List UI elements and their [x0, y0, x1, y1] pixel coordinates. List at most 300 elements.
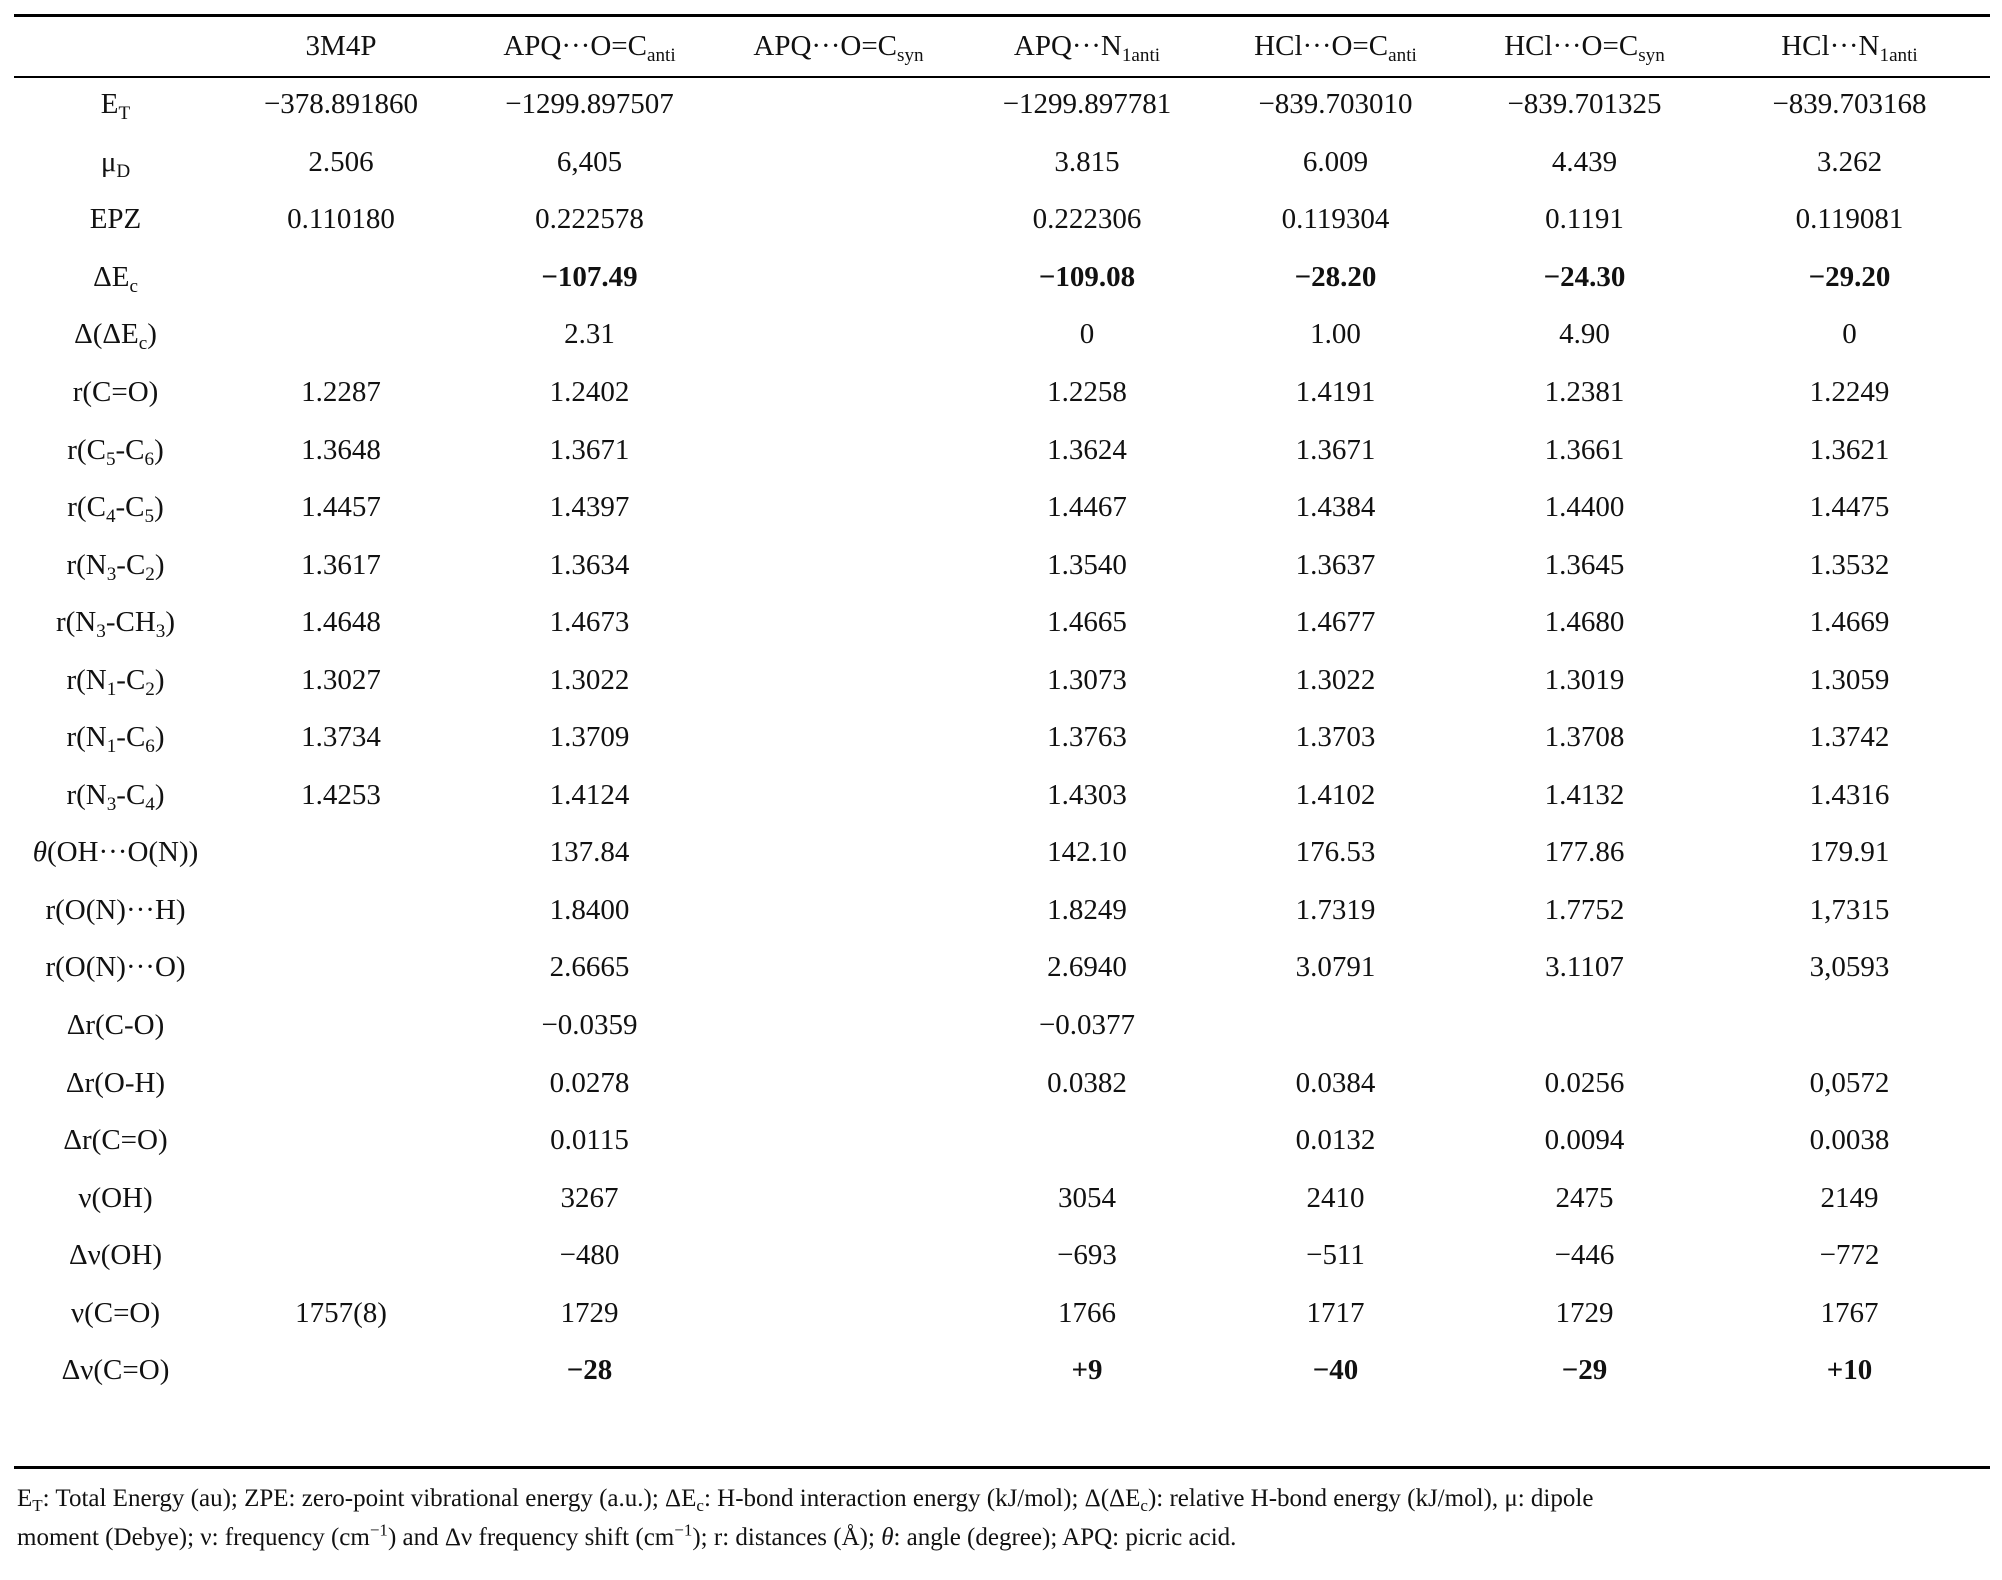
text-segment: ΔE — [93, 260, 130, 293]
text-segment: 6 — [145, 736, 155, 758]
footnote-line — [17, 1479, 1993, 1518]
column-header — [1460, 17, 1709, 76]
table-row — [14, 1054, 1990, 1112]
table-cell: 0.119081 — [1795, 203, 1904, 236]
table-row — [14, 1284, 1990, 1342]
table-cell: 1.3671 — [1295, 433, 1376, 466]
table-row — [14, 306, 1990, 364]
text-segment: r(N — [66, 721, 107, 754]
table-cell: 1.3532 — [1809, 548, 1890, 581]
table-cell: 0.119304 — [1281, 203, 1390, 236]
column-header-label: APQ···O=C — [503, 30, 647, 62]
table-cell: 1.4102 — [1295, 778, 1376, 811]
table-cell: 1.3059 — [1809, 663, 1890, 696]
column-header-subscript: syn — [897, 45, 924, 67]
text-segment: ) — [154, 778, 165, 811]
table-cell — [714, 1054, 963, 1112]
table-cell: 2149 — [1820, 1181, 1879, 1214]
row-label — [14, 1227, 217, 1285]
text-segment: 3 — [106, 793, 117, 815]
table-cell: 1766 — [1058, 1296, 1116, 1329]
table-cell: 0.222578 — [535, 203, 644, 236]
table-cell: 0.222306 — [1032, 203, 1142, 236]
table-cell: −839.701325 — [1507, 88, 1662, 121]
table-cell — [714, 1342, 963, 1400]
table-bottom-rule — [14, 1466, 1990, 1469]
table-cell: 1.4400 — [1544, 491, 1625, 524]
column-header-subscript: syn — [1638, 45, 1665, 67]
table-cell: 1.3073 — [1047, 663, 1127, 696]
text-segment: 4 — [145, 793, 155, 815]
table-cell: 1.7752 — [1544, 893, 1625, 926]
table-cell — [217, 882, 465, 940]
table-cell — [217, 1054, 465, 1112]
column-header — [714, 17, 963, 76]
column-header-label: 3M4P — [305, 30, 377, 62]
table-cell: 3,0593 — [1809, 951, 1890, 984]
table-cell: 4.90 — [1559, 318, 1610, 351]
table-cell: 1.2287 — [301, 376, 381, 408]
row-label — [14, 306, 217, 364]
table-row — [14, 1169, 1990, 1227]
table-row — [14, 249, 1990, 307]
text-segment: r(N — [66, 778, 107, 811]
table-cell: 3.262 — [1816, 145, 1883, 178]
table-row — [14, 882, 1990, 940]
table-cell: 1.3708 — [1544, 721, 1625, 754]
table-cell: −0.0377 — [1038, 1009, 1136, 1042]
text-segment: 6 — [144, 448, 155, 470]
table-cell — [714, 882, 963, 940]
row-label — [14, 536, 217, 594]
results-table — [14, 17, 1990, 1400]
table-cell: 2.31 — [564, 318, 615, 351]
text-segment: : H-bond interaction energy (kJ/mol); Δ(ΔE — [703, 1485, 1141, 1512]
table-cell: 1.3709 — [549, 721, 630, 754]
text-segment: r(C — [67, 433, 106, 466]
table-cell: 2.6940 — [1047, 951, 1127, 984]
text-segment: ) — [154, 433, 164, 466]
table-cell — [714, 306, 963, 364]
table-header — [14, 17, 1990, 76]
text-segment: 1 — [106, 736, 117, 758]
table-row — [14, 479, 1990, 537]
text-segment: E — [17, 1485, 33, 1512]
text-segment: θ — [32, 836, 47, 869]
table-cell — [714, 479, 963, 537]
text-segment: -CH — [105, 606, 156, 639]
text-segment: ) — [154, 663, 165, 696]
table-cell: 0 — [1079, 318, 1095, 351]
table-cell: 1.8400 — [549, 893, 630, 926]
table-cell — [714, 364, 963, 422]
row-label — [14, 421, 217, 479]
row-label — [14, 709, 217, 767]
table-cell — [714, 249, 963, 307]
table-cell: 1.4673 — [549, 606, 630, 639]
table-cell: −28.20 — [1294, 260, 1377, 293]
text-segment: ν(OH) — [78, 1181, 153, 1214]
text-segment: r(O(N)···H) — [45, 893, 186, 926]
row-label — [14, 767, 217, 825]
text-segment: μ — [100, 145, 117, 178]
row-label — [14, 594, 217, 652]
table-cell: 1.3019 — [1544, 663, 1625, 696]
table-cell: −24.30 — [1543, 260, 1626, 293]
row-label — [14, 651, 217, 709]
table-cell — [714, 824, 963, 882]
table-row — [14, 536, 1990, 594]
table-row — [14, 421, 1990, 479]
table-cell: 179.91 — [1809, 836, 1890, 869]
text-segment: Δν(OH) — [69, 1239, 162, 1272]
table-cell: 3.815 — [1054, 145, 1120, 178]
table-cell: −109.08 — [1038, 260, 1136, 293]
table-cell: 3.0791 — [1295, 951, 1376, 984]
table-cell: 1.2258 — [1047, 376, 1127, 408]
table-cell — [217, 249, 465, 307]
table-cell: 1.3022 — [549, 663, 630, 696]
table-cell: 1.3734 — [301, 721, 381, 754]
table-row — [14, 594, 1990, 652]
row-label — [14, 1054, 217, 1112]
table-cell — [217, 306, 465, 364]
table-cell: 137.84 — [549, 836, 630, 869]
table-cell: 1.2249 — [1809, 376, 1890, 408]
table-cell: +10 — [1826, 1354, 1873, 1387]
table-cell: 1.4669 — [1809, 606, 1890, 639]
table-cell — [714, 1284, 963, 1342]
table-cell: 0.0132 — [1295, 1124, 1376, 1157]
footnote-line — [17, 1518, 1993, 1557]
table-cell — [714, 709, 963, 767]
column-header — [1211, 17, 1460, 76]
table-cell: 1.4665 — [1047, 606, 1127, 639]
text-segment: r(N — [55, 606, 97, 639]
text-segment: −1 — [369, 1520, 388, 1540]
text-segment: r(O(N)···O) — [45, 951, 186, 984]
table-row — [14, 939, 1990, 997]
table-cell — [217, 1169, 465, 1227]
text-segment: Δ(ΔE — [74, 318, 139, 351]
table-cell: 1.4457 — [301, 491, 381, 524]
table-cell: 2410 — [1306, 1181, 1365, 1214]
text-segment: Δr(O-H) — [65, 1066, 166, 1099]
header-row — [14, 17, 1990, 76]
table-cell: −446 — [1554, 1239, 1615, 1272]
table-cell: 0.1191 — [1545, 203, 1624, 236]
table-cell: 1.4677 — [1295, 606, 1376, 639]
table-cell: −693 — [1057, 1239, 1117, 1272]
table-cell: +9 — [1071, 1354, 1103, 1387]
table-cell: 1.00 — [1310, 318, 1361, 351]
text-segment: c — [1140, 1496, 1148, 1516]
text-segment: -C — [116, 778, 146, 811]
table-cell — [714, 134, 963, 192]
text-segment: c — [129, 276, 138, 298]
table-cell: 1,7315 — [1809, 893, 1890, 926]
table-cell: −839.703010 — [1258, 88, 1413, 121]
column-header-label: HCl···O=C — [1504, 30, 1639, 62]
table-cell — [1709, 997, 1990, 1055]
text-segment: r(N — [66, 663, 107, 696]
text-segment: 3 — [155, 621, 166, 643]
row-label — [14, 1169, 217, 1227]
table-cell — [217, 1342, 465, 1400]
table-cell: −29 — [1561, 1354, 1608, 1387]
table-cell: 1729 — [560, 1296, 619, 1329]
text-segment: -C — [115, 491, 145, 524]
table-cell — [217, 1112, 465, 1170]
table-cell — [217, 997, 465, 1055]
table-cell: −107.49 — [541, 260, 638, 293]
table-cell: −40 — [1312, 1354, 1359, 1387]
table-cell: 1717 — [1306, 1296, 1365, 1329]
text-segment: : angle (degree); APQ: picric acid. — [893, 1524, 1237, 1551]
text-segment: Δr(C-O) — [66, 1009, 165, 1042]
table-cell — [714, 1112, 963, 1170]
table-cell — [714, 76, 963, 134]
table-cell — [217, 939, 465, 997]
text-segment: 5 — [105, 448, 116, 470]
table-cell: 1.4124 — [549, 778, 630, 811]
column-header-subscript: 1anti — [1121, 45, 1161, 67]
table-cell: 1.3022 — [1295, 663, 1376, 696]
table-cell: 1.3648 — [301, 433, 381, 466]
table-cell: 2.6665 — [549, 951, 630, 984]
row-label — [14, 191, 217, 249]
text-segment: ) — [154, 491, 164, 524]
row-label — [14, 939, 217, 997]
table-cell: 1757(8) — [295, 1296, 387, 1329]
table-cell: 1.3742 — [1809, 721, 1890, 754]
text-segment: T — [118, 103, 131, 125]
table-cell: 0 — [1842, 318, 1857, 351]
row-label — [14, 76, 217, 134]
table-row — [14, 134, 1990, 192]
table-cell: 4.439 — [1551, 145, 1618, 178]
table-cell: 1.3661 — [1544, 433, 1625, 466]
table-body — [14, 76, 1990, 1400]
table-cell — [714, 939, 963, 997]
table-cell: −28 — [566, 1354, 613, 1387]
text-segment: -C — [116, 548, 146, 581]
text-segment: Δν(C=O) — [61, 1354, 170, 1387]
table-cell: 1.4384 — [1295, 491, 1376, 524]
table-cell: 1.2381 — [1544, 376, 1625, 408]
text-segment: -C — [116, 663, 146, 696]
text-segment: (OH···O(N)) — [46, 836, 199, 869]
table-cell: −480 — [559, 1239, 620, 1272]
table-cell: 1.7319 — [1295, 893, 1376, 926]
table-cell: −1299.897781 — [1002, 88, 1172, 121]
row-label — [14, 997, 217, 1055]
table-row — [14, 364, 1990, 422]
table-cell: 0.0278 — [549, 1066, 630, 1099]
table-row — [14, 767, 1990, 825]
column-header-subscript: 1anti — [1879, 45, 1918, 67]
text-segment: D — [116, 160, 131, 182]
table-cell — [714, 421, 963, 479]
table-cell: 1.4680 — [1544, 606, 1625, 639]
table-cell — [714, 1227, 963, 1285]
table-cell — [714, 594, 963, 652]
table-row — [14, 997, 1990, 1055]
table-cell: 1.3027 — [301, 663, 381, 696]
table-cell: 3267 — [560, 1181, 619, 1214]
table-cell — [714, 997, 963, 1055]
table-cell — [1460, 997, 1709, 1055]
table-cell: 1.4475 — [1809, 491, 1890, 524]
table-cell: 3.1107 — [1545, 951, 1624, 984]
table-cell: 1.4467 — [1047, 491, 1127, 524]
table-cell: 3054 — [1058, 1181, 1116, 1214]
table-cell — [1211, 997, 1460, 1055]
table-cell: 0.110180 — [287, 203, 395, 236]
text-segment: ): relative H-bond energy (kJ/mol), μ: dipole — [1147, 1485, 1594, 1512]
text-segment: r(N — [66, 548, 107, 581]
table-cell: 1.4303 — [1047, 778, 1127, 811]
table-cell: 6.009 — [1302, 145, 1369, 178]
table-cell: 1.3624 — [1047, 433, 1127, 466]
text-segment: c — [696, 1496, 704, 1516]
text-segment: ) — [154, 548, 165, 581]
table-cell: −29.20 — [1808, 260, 1891, 293]
table-cell: 1.3763 — [1047, 721, 1127, 754]
table-cell: 1.2402 — [549, 376, 630, 408]
table-cell: 1.4397 — [549, 491, 630, 524]
table-cell: −839.703168 — [1772, 88, 1927, 121]
text-segment: −1 — [674, 1520, 693, 1540]
text-segment: 3 — [96, 621, 106, 643]
column-header — [1709, 17, 1990, 76]
text-segment: 5 — [144, 506, 155, 528]
table-footnote — [17, 1479, 1993, 1557]
text-segment: 2 — [145, 563, 155, 585]
table-row — [14, 1227, 1990, 1285]
table-cell: 177.86 — [1544, 836, 1625, 869]
text-segment: ) — [147, 318, 157, 351]
text-segment: T — [32, 1496, 43, 1516]
table-cell: 2.506 — [308, 145, 374, 178]
table-cell: 0.0094 — [1544, 1124, 1625, 1157]
text-segment: -C — [115, 433, 145, 466]
table-cell: 0,0572 — [1809, 1066, 1890, 1099]
table-cell: 1.4648 — [301, 606, 381, 639]
table-row — [14, 1112, 1990, 1170]
column-header-subscript: anti — [646, 45, 676, 67]
text-segment: r(C=O) — [72, 376, 159, 408]
table-cell: 0.0115 — [550, 1124, 629, 1157]
row-label — [14, 249, 217, 307]
text-segment: EPZ — [89, 203, 142, 236]
column-header-label: HCl···O=C — [1254, 30, 1389, 62]
row-label — [14, 479, 217, 537]
text-segment: -C — [116, 721, 146, 754]
column-header-label: APQ···O=C — [753, 30, 898, 62]
table-cell: 1.4253 — [301, 778, 381, 811]
table-cell — [714, 536, 963, 594]
column-header — [963, 17, 1211, 76]
text-segment: : Total Energy (au); ZPE: zero-point vibrational energy (a.u.); ΔE — [42, 1485, 697, 1512]
table-cell: 1.3637 — [1295, 548, 1376, 581]
table-cell: 1.3645 — [1544, 548, 1625, 581]
text-segment: r(C — [67, 491, 106, 524]
table-cell — [714, 191, 963, 249]
table-cell: 1.3634 — [549, 548, 630, 581]
table-cell: 1.4316 — [1809, 778, 1890, 811]
table-cell: −1299.897507 — [505, 88, 674, 121]
table-cell: 1.3617 — [301, 548, 381, 581]
text-segment: ν(C=O) — [70, 1296, 161, 1329]
table-cell: 0.0382 — [1047, 1066, 1127, 1099]
text-segment: moment (Debye); ν: frequency (cm — [17, 1524, 370, 1551]
table-cell: 2475 — [1555, 1181, 1614, 1214]
text-segment: ) and Δν frequency shift (cm — [387, 1524, 675, 1551]
table-cell — [714, 1169, 963, 1227]
table-cell: 1.3621 — [1809, 433, 1890, 466]
row-label — [14, 824, 217, 882]
text-segment: θ — [881, 1524, 894, 1551]
table-cell — [714, 651, 963, 709]
table-cell: 142.10 — [1047, 836, 1127, 869]
table-cell: 0.0038 — [1809, 1124, 1890, 1157]
table-cell: 176.53 — [1295, 836, 1376, 869]
row-label — [14, 134, 217, 192]
row-label — [14, 1342, 217, 1400]
text-segment: 1 — [106, 678, 117, 700]
table-cell: −511 — [1306, 1239, 1365, 1272]
text-segment: ) — [154, 721, 165, 754]
text-segment: c — [138, 333, 148, 355]
text-segment: E — [100, 88, 119, 121]
column-header-label: APQ···N — [1013, 30, 1122, 62]
table-cell: 1767 — [1820, 1296, 1879, 1329]
text-segment: 3 — [106, 563, 117, 585]
column-header-label: HCl···N — [1781, 30, 1880, 62]
row-label — [14, 1284, 217, 1342]
table-row — [14, 824, 1990, 882]
table-cell: −772 — [1819, 1239, 1880, 1272]
table-row — [14, 651, 1990, 709]
table-cell — [217, 824, 465, 882]
table-cell: 1.4132 — [1544, 778, 1625, 811]
table-cell: 1.4191 — [1295, 376, 1376, 408]
row-label — [14, 882, 217, 940]
column-header-subscript: anti — [1388, 45, 1417, 67]
text-segment: 4 — [105, 506, 116, 528]
column-header — [14, 17, 217, 76]
table-cell: 1.3540 — [1047, 548, 1127, 581]
row-label — [14, 364, 217, 422]
table-cell: 1.3703 — [1295, 721, 1376, 754]
column-header — [465, 17, 714, 76]
column-header — [217, 17, 465, 76]
table-row — [14, 191, 1990, 249]
table-row — [14, 76, 1990, 134]
text-segment: 2 — [145, 678, 155, 700]
table-row — [14, 1342, 1990, 1400]
table-cell — [714, 767, 963, 825]
table-cell: 1.3671 — [549, 433, 630, 466]
table-cell: 1.8249 — [1047, 893, 1127, 926]
table-cell: 1729 — [1555, 1296, 1614, 1329]
text-segment: ) — [165, 606, 175, 639]
table-cell: −378.891860 — [263, 88, 419, 121]
table-cell: 0.0384 — [1295, 1066, 1376, 1099]
table-cell: 0.0256 — [1544, 1066, 1625, 1099]
table-cell — [963, 1112, 1211, 1170]
